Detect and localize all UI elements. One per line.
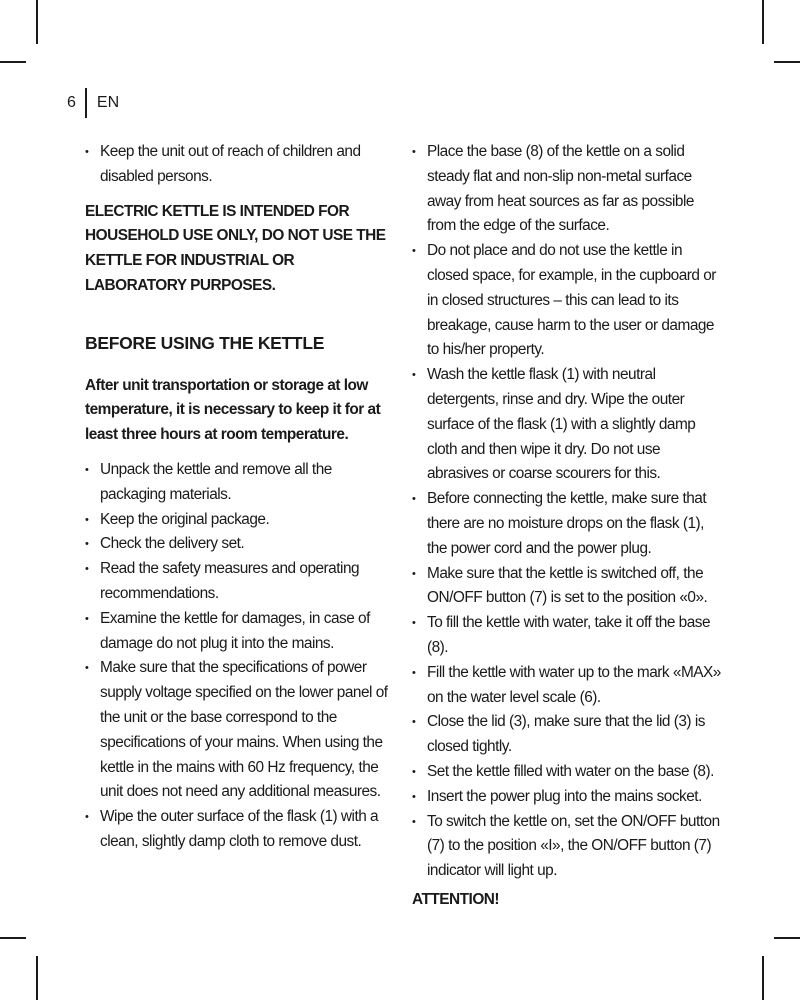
page-number: 6 [67,94,76,111]
left-column [85,140,395,855]
attention-heading: ATTENTION! [412,890,500,908]
list-item: • Wipe the outer surface of the flask (1) with a clean, slightly damp cloth to remove dust. [85,805,395,855]
crop-mark-top-right-horizontal [774,61,800,63]
crop-mark-top-left-vertical [36,0,38,44]
list-item: • Do not place and do not use the kettle in closed space, for example, in the cupboard or in closed structures – this can lead to its breakage, cause harm to the user or damage to his/her property. [412,239,724,363]
list-item: • Before connecting the kettle, make sure that there are no moisture drops on the flask (1), the power cord and the power plug. [412,487,724,561]
list-item: • Place the base (8) of the kettle on a solid steady flat and non-slip non-metal surface away from heat sources as far as possible from the edge of the surface. [412,140,724,239]
crop-mark-top-right-vertical [762,0,764,44]
list-item: • Insert the power plug into the mains socket. [412,785,724,810]
setup-bullet-list [412,140,724,884]
list-item: • Examine the kettle for damages, in case of damage do not plug it into the mains. [85,607,395,657]
list-item: • Make sure that the kettle is switched off, the ON/OFF button (7) is set to the position «0». [412,562,724,612]
crop-mark-bottom-right-horizontal [774,937,800,939]
list-item: • Set the kettle filled with water on the base (8). [412,760,724,785]
language-code: EN [96,94,120,111]
list-item: • Read the safety measures and operating recommendations. [85,557,395,607]
list-item: • Close the lid (3), make sure that the lid (3) is closed tightly. [412,710,724,760]
crop-mark-top-left-horizontal [0,61,26,63]
intro-bullet-list [85,140,395,190]
right-column [412,140,724,913]
list-item: • To switch the kettle on, set the ON/OFF button (7) to the position «I», the ON/OFF button (7) indicator will light up. [412,810,724,884]
list-item: • Fill the kettle with water up to the mark «MAX» on the water level scale (6). [412,661,724,711]
list-item: • Keep the original package. [85,508,395,533]
crop-mark-bottom-left-horizontal [0,937,26,939]
crop-mark-bottom-left-vertical [36,956,38,1000]
list-item: • Unpack the kettle and remove all the packaging materials. [85,458,395,508]
storage-note: After unit transportation or storage at low temperature, it is necessary to keep it for at least three hours at room temperature. [85,376,381,444]
page-header [67,88,119,118]
list-item: • Make sure that the specifications of power supply voltage specified on the lower panel of the unit or the base correspond to the specifications of your mains. When using the kettle in the mains with 60 Hz frequency, the unit does not need any additional measures. [85,656,395,805]
list-item: • Wash the kettle flask (1) with neutral detergents, rinse and dry. Wipe the outer surface of the flask (1) with a slightly damp cloth and then wipe it dry. Do not use abrasives or coarse scourers for this. [412,363,724,487]
crop-mark-bottom-right-vertical [762,956,764,1000]
list-item: • Keep the unit out of reach of children and disabled persons. [85,140,395,190]
household-use-warning: ELECTRIC KETTLE IS INTENDED FOR HOUSEHOLD USE ONLY, DO NOT USE THE KETTLE FOR INDUSTRIAL OR LABORATORY PURPOSES. [85,202,386,294]
preparation-bullet-list [85,458,395,855]
section-title: BEFORE USING THE KETTLE [85,332,325,353]
list-item: • To fill the kettle with water, take it off the base (8). [412,611,724,661]
list-item: • Check the delivery set. [85,532,395,557]
header-divider [85,88,87,118]
